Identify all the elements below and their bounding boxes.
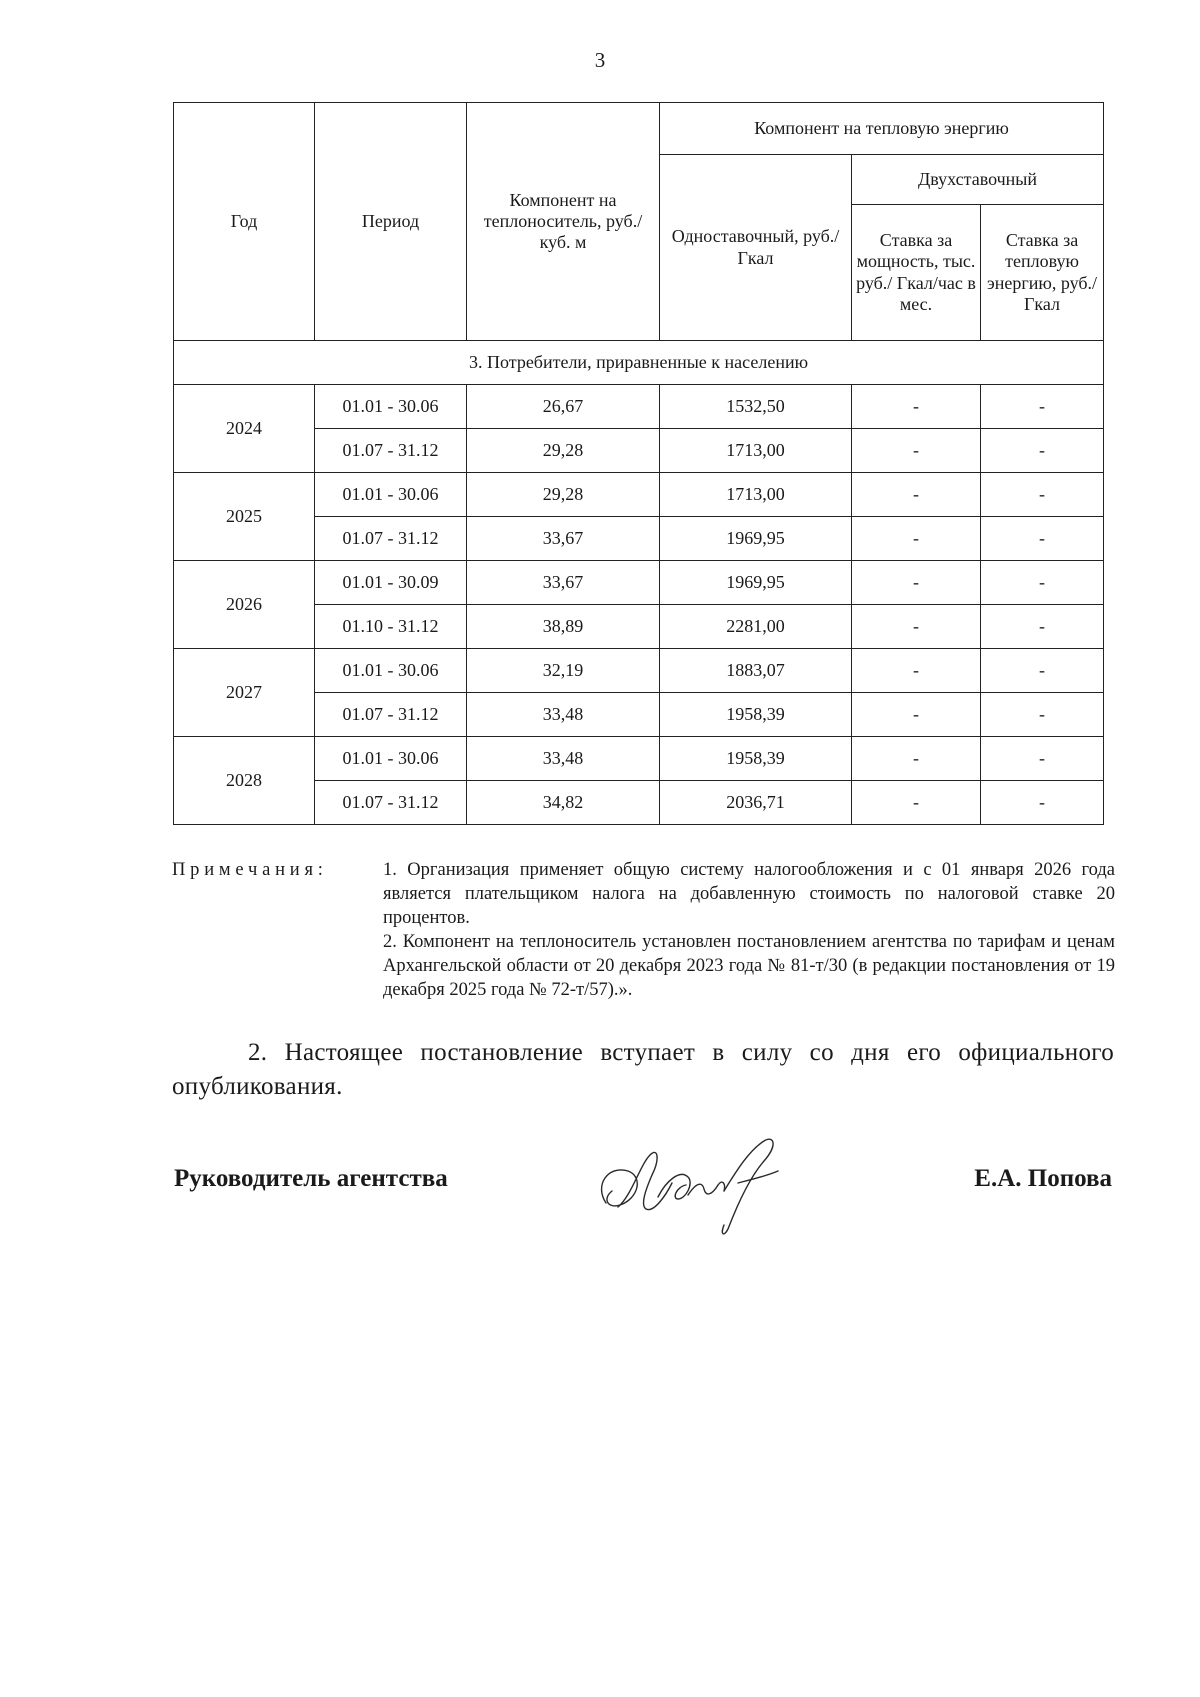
- energy-rate-cell: -: [981, 429, 1104, 473]
- header-two-rate: Двухставочный: [852, 155, 1104, 205]
- header-single-rate: Одноставочный, руб./Гкал: [660, 155, 852, 341]
- header-energy-rate: Ставка за тепловую энергию, руб./Гкал: [981, 205, 1104, 341]
- section-title: 3. Потребители, приравненные к населению: [174, 341, 1104, 385]
- single-rate-cell: 1969,95: [660, 517, 852, 561]
- page-number: 3: [594, 48, 606, 72]
- header-period: Период: [315, 103, 467, 341]
- period-cell: 01.01 - 30.06: [315, 737, 467, 781]
- table-row: [174, 649, 1104, 693]
- single-rate-cell: 1958,39: [660, 693, 852, 737]
- energy-rate-cell: -: [981, 473, 1104, 517]
- energy-rate-cell: -: [981, 605, 1104, 649]
- single-rate-cell: 1958,39: [660, 737, 852, 781]
- coolant-cell: 33,48: [467, 693, 660, 737]
- period-cell: 01.07 - 31.12: [315, 781, 467, 825]
- energy-rate-cell: -: [981, 561, 1104, 605]
- table-row: [174, 473, 1104, 517]
- header-coolant: Компонент на теплоноситель, руб./куб. м: [467, 103, 660, 341]
- notes-list: [383, 858, 1115, 1002]
- header-heat-component: Компонент на тепловую энергию: [660, 103, 1104, 155]
- period-cell: 01.01 - 30.06: [315, 649, 467, 693]
- energy-rate-cell: -: [981, 737, 1104, 781]
- capacity-rate-cell: -: [852, 385, 981, 429]
- table-row: [174, 561, 1104, 605]
- period-cell: 01.01 - 30.06: [315, 473, 467, 517]
- year-cell: 2028: [174, 737, 315, 825]
- coolant-cell: 33,48: [467, 737, 660, 781]
- period-cell: 01.07 - 31.12: [315, 429, 467, 473]
- energy-rate-cell: -: [981, 781, 1104, 825]
- single-rate-cell: 1883,07: [660, 649, 852, 693]
- year-cell: 2026: [174, 561, 315, 649]
- year-cell: 2027: [174, 649, 315, 737]
- energy-rate-cell: -: [981, 693, 1104, 737]
- capacity-rate-cell: -: [852, 737, 981, 781]
- energy-rate-cell: -: [981, 517, 1104, 561]
- single-rate-cell: 1969,95: [660, 561, 852, 605]
- single-rate-cell: 1532,50: [660, 385, 852, 429]
- decree-paragraph: 2. Настоящее постановление вступает в силу со дня его официального опубликования.: [172, 1039, 1114, 1101]
- energy-rate-cell: -: [981, 385, 1104, 429]
- period-cell: 01.07 - 31.12: [315, 693, 467, 737]
- coolant-cell: 26,67: [467, 385, 660, 429]
- capacity-rate-cell: -: [852, 649, 981, 693]
- note-item: 1. Организация применяет общую систему налогообложения и с 01 января 2026 года является плательщиком налога на добавленную стоимость по налоговой ставке 20 процентов.: [383, 860, 1115, 929]
- notes-label: Примечания:: [172, 860, 328, 880]
- handwritten-signature: [588, 1125, 808, 1245]
- capacity-rate-cell: -: [852, 429, 981, 473]
- capacity-rate-cell: -: [852, 605, 981, 649]
- coolant-cell: 38,89: [467, 605, 660, 649]
- period-cell: 01.01 - 30.06: [315, 385, 467, 429]
- capacity-rate-cell: -: [852, 693, 981, 737]
- header-year: Год: [174, 103, 315, 341]
- coolant-cell: 33,67: [467, 561, 660, 605]
- year-cell: 2025: [174, 473, 315, 561]
- single-rate-cell: 1713,00: [660, 473, 852, 517]
- capacity-rate-cell: -: [852, 781, 981, 825]
- table-row: [174, 737, 1104, 781]
- note-item: 2. Компонент на теплоноситель установлен постановлением агентства по тарифам и ценам Архангельской области от 20 декабря 2023 года № 81-т/30 (в редакции постановления от 19 декабря 2025 года № 72-т/57).».: [383, 932, 1115, 1001]
- capacity-rate-cell: -: [852, 473, 981, 517]
- tariff-table: [173, 102, 1104, 825]
- coolant-cell: 29,28: [467, 429, 660, 473]
- table-row: [174, 385, 1104, 429]
- year-cell: 2024: [174, 385, 315, 473]
- coolant-cell: 33,67: [467, 517, 660, 561]
- capacity-rate-cell: -: [852, 517, 981, 561]
- energy-rate-cell: -: [981, 649, 1104, 693]
- header-capacity-rate: Ставка за мощность, тыс. руб./ Гкал/час в мес.: [852, 205, 981, 341]
- period-cell: 01.10 - 31.12: [315, 605, 467, 649]
- period-cell: 01.01 - 30.09: [315, 561, 467, 605]
- single-rate-cell: 2281,00: [660, 605, 852, 649]
- single-rate-cell: 1713,00: [660, 429, 852, 473]
- coolant-cell: 34,82: [467, 781, 660, 825]
- signatory-name: Е.А. Попова: [974, 1165, 1112, 1192]
- period-cell: 01.07 - 31.12: [315, 517, 467, 561]
- single-rate-cell: 2036,71: [660, 781, 852, 825]
- coolant-cell: 32,19: [467, 649, 660, 693]
- coolant-cell: 29,28: [467, 473, 660, 517]
- signatory-position: Руководитель агентства: [174, 1165, 448, 1192]
- capacity-rate-cell: -: [852, 561, 981, 605]
